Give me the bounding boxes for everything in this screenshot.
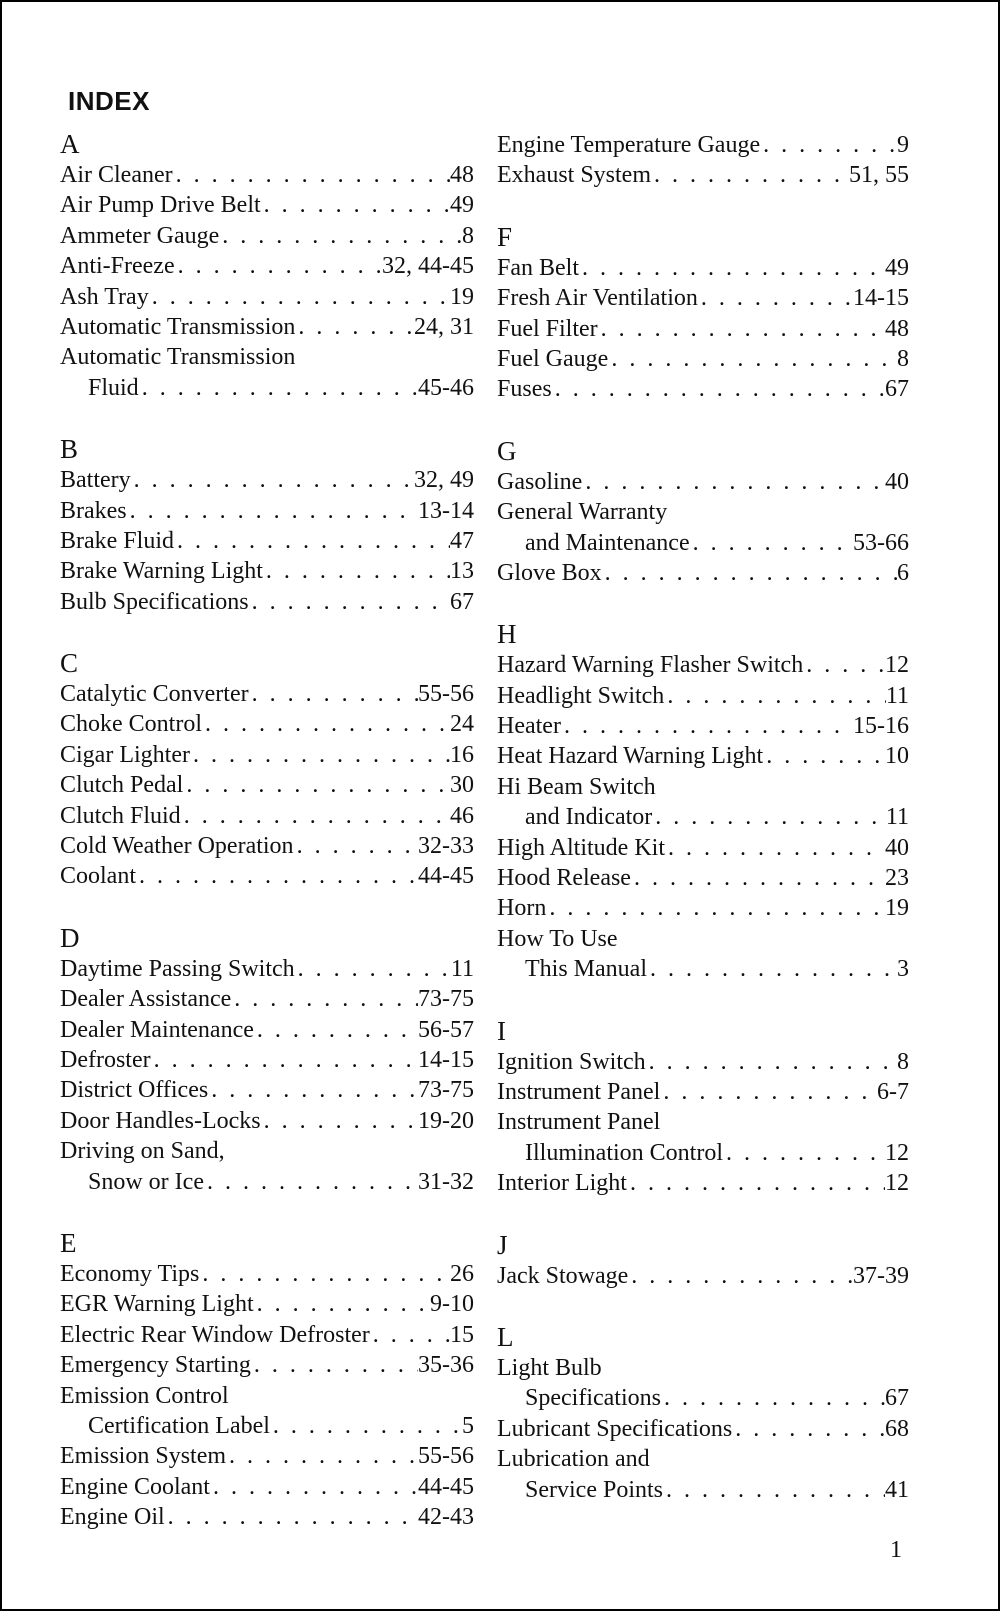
index-entry [60,496,474,526]
index-entry [60,1167,474,1197]
dot-leader [646,1047,897,1077]
dot-leader [204,1167,418,1197]
index-entry [497,558,909,588]
entry-label: Light Bulb [497,1354,602,1381]
index-entry [60,190,474,220]
index-entry [497,130,909,160]
entry-pages: 11 [885,804,909,831]
entry-pages: 24 [450,711,474,738]
entry-label: Fan Belt [497,254,579,281]
dot-leader [231,984,418,1014]
entry-label: Economy Tips [60,1260,200,1287]
index-section [497,437,909,589]
index-entry [497,528,909,558]
index-entry [497,1168,909,1198]
dot-leader [254,1289,430,1319]
entry-label: Engine Temperature Gauge [497,132,761,158]
index-entry [497,1261,909,1291]
entry-pages: 3 [897,956,909,983]
entry-label: Clutch Fluid [60,802,181,829]
dot-leader [760,130,897,160]
dot-leader [251,1350,418,1380]
section-letter: G [497,435,517,466]
index-entry [60,221,474,251]
index-entry [60,1136,474,1166]
index-entry [497,802,909,832]
dot-leader [136,861,418,891]
entry-label: Illumination Control [525,1139,723,1166]
entry-pages: 44-45 [418,1473,474,1500]
page-number: 1 [890,1537,902,1563]
entry-pages: 6-7 [877,1078,909,1105]
index-entry [497,374,909,404]
entry-pages: 13-14 [418,497,474,524]
entry-label: Hood Release [497,865,631,892]
section-letter: L [497,1321,514,1352]
dot-leader [582,467,885,497]
index-entry [60,587,474,617]
section-letter: E [60,1227,77,1258]
entry-pages: 53-66 [853,529,909,556]
dot-leader [183,770,450,800]
entry-label: Ignition Switch [497,1048,646,1075]
entry-pages: 12 [885,1170,909,1197]
dot-leader [149,282,450,312]
section-letter: A [60,129,80,159]
entry-label: Automatic Transmission [60,344,296,371]
dot-leader [732,1414,885,1444]
index-entry [497,833,909,863]
entry-label: Dealer Maintenance [60,1016,254,1043]
index-entry [60,831,474,861]
index-entry [497,863,909,893]
entry-pages: 37-39 [853,1262,909,1289]
index-entry [60,770,474,800]
entry-pages: 47 [450,527,474,554]
index-entry [497,1444,909,1474]
dot-leader [561,711,853,741]
entry-pages: 56-57 [418,1016,474,1043]
index-entry [497,1475,909,1505]
entry-label: Heater [497,713,561,740]
dot-leader [627,1168,885,1198]
entry-label: Service Points [525,1476,663,1503]
entry-pages: 26 [450,1260,474,1287]
index-section [497,1017,909,1199]
index-section [497,620,909,984]
index-entry [497,1107,909,1137]
dot-leader [647,954,897,984]
entry-pages: 32, 49 [414,467,474,494]
entry-pages: 41 [885,1476,909,1503]
index-entry [497,1047,909,1077]
entry-pages: 12 [885,652,909,679]
dot-leader [663,1475,885,1505]
index-entry [60,1502,474,1532]
entry-label: and Indicator [525,804,653,831]
entry-pages: 48 [885,315,909,342]
section-letter: B [60,434,79,465]
entry-label: This Manual [525,956,647,983]
entry-label: Fresh Air Ventilation [497,285,698,312]
section-letter: J [497,1229,508,1260]
index-section [497,1323,909,1505]
dot-leader [181,801,450,831]
dot-leader [202,709,450,739]
index-entry [60,160,474,190]
entry-pages: 13 [450,558,474,585]
entry-pages: 19 [885,895,909,922]
dot-leader [664,681,886,711]
entry-label: High Altitude Kit [497,834,665,861]
dot-leader [602,558,897,588]
entry-pages: 32-33 [418,833,474,860]
dot-leader [723,1138,885,1168]
index-entry [60,526,474,556]
section-letter: I [497,1015,506,1046]
dot-leader [295,954,451,984]
entry-pages: 45-46 [418,374,474,401]
entry-pages: 49 [450,192,474,219]
index-entry [60,312,474,342]
index-entry [497,741,909,771]
entry-label: Hazard Warning Flasher Switch [497,652,804,679]
index-entry [497,467,909,497]
entry-pages: 11 [885,682,909,709]
index-entry [60,1381,474,1411]
entry-pages: 31-32 [418,1168,474,1195]
index-entry [497,344,909,374]
entry-pages: 35-36 [418,1352,474,1379]
entry-pages: 6 [897,559,909,586]
entry-label: Air Pump Drive Belt [60,192,261,219]
entry-label: General Warranty [497,499,668,526]
entry-label: Emission System [60,1443,227,1470]
index-entry [60,1045,474,1075]
entry-label: Exhaust System [497,162,651,189]
entry-label: Battery [60,467,131,494]
index-entry [60,1106,474,1136]
index-entry [497,772,909,802]
index-entry [60,1075,474,1105]
index-entry [60,1289,474,1319]
entry-label: Headlight Switch [497,682,665,709]
entry-label: Fluid [88,374,139,401]
dot-leader [803,650,885,680]
index-section [497,223,909,405]
index-section [60,924,474,1197]
dot-leader [295,312,414,342]
index-entry [60,1350,474,1380]
entry-pages: 10 [885,743,909,770]
entry-label: Clutch Pedal [60,772,184,799]
section-letter: C [60,648,79,679]
index-entry [60,679,474,709]
dot-leader [628,1261,853,1291]
entry-label: Brake Warning Light [60,558,263,585]
index-entry [497,924,909,954]
section-letter: H [497,619,517,650]
dot-leader [608,344,897,374]
entry-pages: 68 [885,1415,909,1442]
index-entry [60,556,474,586]
entry-label: Choke Control [60,711,202,738]
dot-leader [210,1472,418,1502]
index-entry [60,251,474,281]
entry-label: Bulb Specifications [60,588,249,615]
dot-leader [219,221,462,251]
index-entry [60,1411,474,1441]
entry-label: Horn [497,895,547,922]
entry-label: Automatic Transmission [60,313,296,340]
index-entry [60,801,474,831]
entry-label: Engine Oil [60,1504,165,1531]
entry-label: Specifications [525,1385,661,1412]
dot-leader [261,190,450,220]
index-entry [497,1077,909,1107]
index-entry [60,282,474,312]
entry-label: Anti-Freeze [60,253,175,280]
entry-label: Daytime Passing Switch [60,955,295,982]
entry-label: Fuses [497,376,552,403]
dot-leader [598,314,885,344]
page-title: INDEX [68,86,150,116]
entry-label: Heat Hazard Warning Light [497,743,764,770]
dot-leader [151,1045,418,1075]
entry-label: Snow or Ice [88,1168,204,1195]
entry-pages: 5 [462,1412,474,1439]
entry-label: Glove Box [497,559,602,586]
entry-label: Defroster [60,1046,151,1073]
entry-label: Cold Weather Operation [60,833,294,860]
index-entry [60,1259,474,1289]
index-entry [60,709,474,739]
index-entry [497,314,909,344]
index-entry [60,1472,474,1502]
index-entry [497,893,909,923]
entry-label: and Maintenance [525,529,690,556]
index-entry [60,740,474,770]
index-entry [60,342,474,372]
entry-pages: 24, 31 [414,313,474,340]
dot-leader [208,1075,418,1105]
dot-leader [665,833,885,863]
index-entry [497,1414,909,1444]
index-entry [60,1441,474,1471]
entry-label: Instrument Panel [497,1078,661,1105]
dot-leader [199,1259,450,1289]
entry-label: Driving on Sand, [60,1138,225,1165]
dot-leader [270,1411,462,1441]
section-letter: F [497,221,513,252]
dot-leader [579,253,885,283]
entry-pages: 73-75 [418,986,474,1013]
entry-pages: 55-56 [418,1443,474,1470]
entry-label: Air Cleaner [60,162,173,188]
index-entry [497,1138,909,1168]
index-entry [60,373,474,403]
entry-label: Emergency Starting [60,1352,251,1379]
index-entry [497,497,909,527]
index-entry [497,283,909,313]
index-section [497,1231,909,1291]
entry-label: How To Use [497,925,618,952]
dot-leader [652,802,886,832]
entry-label: Interior Light [497,1170,627,1197]
dot-leader [175,251,382,281]
dot-leader [631,863,885,893]
dot-leader [651,160,849,190]
entry-pages: 9 [897,132,909,158]
entry-label: Brake Fluid [60,527,174,554]
index-entry [497,1383,909,1413]
dot-leader [226,1441,418,1471]
entry-pages: 15-16 [853,713,909,740]
entry-pages: 48 [450,162,474,188]
entry-label: Jack Stowage [497,1262,629,1289]
dot-leader [174,526,450,556]
index-section [60,435,474,617]
index-entry [497,681,909,711]
entry-pages: 51, 55 [849,162,909,189]
entry-label: Door Handles-Locks [60,1107,261,1134]
dot-leader [698,283,853,313]
entry-label: Engine Coolant [60,1473,210,1500]
entry-pages: 11 [450,955,474,982]
entry-pages: 14-15 [853,285,909,312]
index-entry [497,954,909,984]
entry-label: Gasoline [497,468,583,495]
entry-label: Lubricant Specifications [497,1415,733,1442]
entry-label: Fuel Filter [497,315,598,342]
entry-label: Ammeter Gauge [60,222,220,249]
entry-pages: 55-56 [418,681,474,708]
dot-leader [173,160,450,190]
index-entry [497,1353,909,1383]
index-entry [60,954,474,984]
dot-leader [552,374,885,404]
left-column [60,130,474,1564]
entry-label: Lubrication and [497,1446,650,1473]
dot-leader [139,373,418,403]
dot-leader [763,741,885,771]
index-entry [60,465,474,495]
entry-pages: 40 [885,834,909,861]
dot-leader [263,556,450,586]
entry-label: Dealer Assistance [60,986,232,1013]
entry-pages: 67 [885,1385,909,1412]
index-entry [60,1015,474,1045]
section-letter: D [60,922,80,953]
entry-label: EGR Warning Light [60,1291,254,1318]
dot-leader [660,1077,877,1107]
index-entry [497,253,909,283]
entry-label: District Offices [60,1077,209,1104]
dot-leader [661,1383,885,1413]
index-section [497,130,909,191]
entry-pages: 8 [897,1048,909,1075]
entry-pages: 19 [450,283,474,310]
entry-pages: 67 [885,376,909,403]
entry-label: Certification Label [88,1412,270,1439]
entry-label: Cigar Lighter [60,741,190,768]
entry-pages: 30 [450,772,474,799]
entry-pages: 19-20 [418,1107,474,1134]
index-section [60,130,474,403]
index-entry [60,861,474,891]
entry-pages: 49 [885,254,909,281]
entry-pages: 73-75 [418,1077,474,1104]
entry-pages: 9-10 [430,1291,474,1318]
index-section [60,649,474,892]
index-entry [497,711,909,741]
entry-label: Fuel Gauge [497,345,609,372]
index-entry [497,160,909,190]
dot-leader [190,740,450,770]
dot-leader [261,1106,418,1136]
index-section [60,1229,474,1533]
dot-leader [165,1502,418,1532]
entry-pages: 40 [885,468,909,495]
dot-leader [294,831,418,861]
dot-leader [249,679,418,709]
dot-leader [370,1320,450,1350]
dot-leader [690,528,853,558]
entry-pages: 42-43 [418,1504,474,1531]
entry-label: Instrument Panel [497,1109,661,1136]
entry-label: Emission Control [60,1382,229,1409]
entry-pages: 8 [462,222,474,249]
entry-pages: 23 [885,865,909,892]
right-column [497,130,909,1537]
entry-pages: 32, 44-45 [382,253,474,280]
entry-label: Brakes [60,497,127,524]
entry-pages: 44-45 [418,863,474,890]
entry-label: Coolant [60,863,136,890]
index-entry [497,650,909,680]
entry-pages: 15 [450,1321,474,1348]
entry-pages: 8 [897,345,909,372]
entry-pages: 16 [450,741,474,768]
dot-leader [127,496,418,526]
dot-leader [546,893,885,923]
entry-label: Catalytic Converter [60,681,249,708]
entry-pages: 67 [450,588,474,615]
entry-label: Electric Rear Window Defroster [60,1321,370,1348]
entry-pages: 14-15 [418,1046,474,1073]
dot-leader [249,587,450,617]
entry-pages: 12 [885,1139,909,1166]
index-entry [60,984,474,1014]
index-entry [60,1320,474,1350]
dot-leader [254,1015,418,1045]
entry-pages: 46 [450,802,474,829]
entry-label: Hi Beam Switch [497,773,656,800]
entry-label: Ash Tray [60,283,149,310]
dot-leader [131,465,414,495]
